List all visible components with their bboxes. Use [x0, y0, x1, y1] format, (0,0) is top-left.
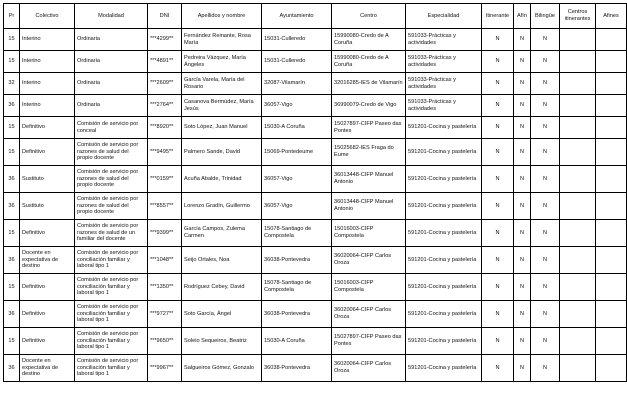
cell-ayuntamiento: 15031-Culleredo: [262, 29, 332, 51]
cell-ayuntamiento: 15078-Santiago de Compostela: [262, 274, 332, 301]
cell-pr: 15: [4, 274, 20, 301]
cell-afin: N: [514, 51, 531, 73]
cell-centro: 15025682-IES Fraga do Eume: [332, 139, 406, 166]
cell-modalidad: Comisión de servicio por razones de salud del propio docente: [75, 139, 148, 166]
cell-dni: ***9495**: [148, 139, 182, 166]
cell-bilingue: N: [531, 51, 560, 73]
cell-afines: [596, 274, 627, 301]
cell-especialidad: 591201-Cocina y pastelería: [406, 301, 482, 328]
header-afines: Afines: [596, 4, 627, 29]
header-colectivo: Colectivo: [20, 4, 75, 29]
cell-pr: 36: [4, 166, 20, 193]
cell-afin: N: [514, 328, 531, 355]
cell-afines: [596, 117, 627, 139]
cell-bilingue: N: [531, 95, 560, 117]
cell-bilingue: N: [531, 247, 560, 274]
cell-nombre: Seijo Ortales, Noa: [182, 247, 262, 274]
cell-itinerante: N: [482, 193, 514, 220]
cell-dni: ***8557**: [148, 193, 182, 220]
cell-centros-itinerantes: [560, 247, 596, 274]
cell-afines: [596, 301, 627, 328]
cell-dni: ***9727**: [148, 301, 182, 328]
cell-especialidad: 591201-Cocina y pastelería: [406, 247, 482, 274]
cell-modalidad: Comisión de servicio por razones de salud del propio docente: [75, 193, 148, 220]
header-nombre: Apellidos y nombre: [182, 4, 262, 29]
cell-pr: 36: [4, 355, 20, 382]
cell-especialidad: 591033-Prácticas y actividades: [406, 29, 482, 51]
cell-centro: 36020064-CIFP Carlos Oroza: [332, 247, 406, 274]
header-afin: Afín: [514, 4, 531, 29]
cell-dni: ***1350**: [148, 274, 182, 301]
cell-centros-itinerantes: [560, 193, 596, 220]
cell-modalidad: Comisión de servicio por conciliación familiar y laboral tipo 1: [75, 355, 148, 382]
cell-pr: 15: [4, 51, 20, 73]
cell-pr: 36: [4, 193, 20, 220]
cell-afin: N: [514, 139, 531, 166]
cell-afines: [596, 139, 627, 166]
cell-ayuntamiento: 36038-Pontevedra: [262, 247, 332, 274]
cell-afines: [596, 73, 627, 95]
cell-bilingue: N: [531, 117, 560, 139]
cell-ayuntamiento: 36057-Vigo: [262, 95, 332, 117]
header-especialidad: Especialidad: [406, 4, 482, 29]
header-itinerante: Itinerante: [482, 4, 514, 29]
cell-centros-itinerantes: [560, 301, 596, 328]
cell-itinerante: N: [482, 95, 514, 117]
cell-centros-itinerantes: [560, 95, 596, 117]
cell-bilingue: N: [531, 355, 560, 382]
cell-centro: 15990080-Credo de A Coruña: [332, 29, 406, 51]
cell-itinerante: N: [482, 51, 514, 73]
cell-dni: ***9967**: [148, 355, 182, 382]
cell-bilingue: N: [531, 328, 560, 355]
cell-dni: ***8920**: [148, 117, 182, 139]
cell-centros-itinerantes: [560, 29, 596, 51]
cell-itinerante: N: [482, 301, 514, 328]
cell-especialidad: 591201-Cocina y pastelería: [406, 193, 482, 220]
table-row: [4, 51, 627, 73]
table-row: [4, 328, 627, 355]
cell-centro: 15016003-CIFP Compostela: [332, 274, 406, 301]
cell-dni: ***1048**: [148, 247, 182, 274]
cell-afin: N: [514, 193, 531, 220]
cell-afines: [596, 220, 627, 247]
cell-itinerante: N: [482, 220, 514, 247]
table-row: [4, 193, 627, 220]
cell-itinerante: N: [482, 274, 514, 301]
cell-afin: N: [514, 274, 531, 301]
cell-afin: N: [514, 301, 531, 328]
cell-bilingue: N: [531, 274, 560, 301]
header-dni: DNI: [148, 4, 182, 29]
cell-centros-itinerantes: [560, 117, 596, 139]
cell-centro: 36013448-CIFP Manuel Antonio: [332, 193, 406, 220]
cell-especialidad: 591201-Cocina y pastelería: [406, 328, 482, 355]
cell-colectivo: Sustituto: [20, 166, 75, 193]
cell-afines: [596, 328, 627, 355]
table-row: [4, 73, 627, 95]
cell-afin: N: [514, 29, 531, 51]
cell-centros-itinerantes: [560, 73, 596, 95]
cell-dni: ***2764**: [148, 95, 182, 117]
table-row: [4, 95, 627, 117]
cell-bilingue: N: [531, 29, 560, 51]
cell-centro: 36990079-Credo de Vigo: [332, 95, 406, 117]
cell-pr: 15: [4, 117, 20, 139]
cell-dni: ***4891**: [148, 51, 182, 73]
cell-modalidad: Comisión de servicio por conciliación familiar y laboral tipo 1: [75, 301, 148, 328]
assignments-document: [3, 3, 619, 382]
header-modalidad: Modalidad: [75, 4, 148, 29]
cell-modalidad: Ordinaria: [75, 95, 148, 117]
cell-modalidad: Ordinaria: [75, 73, 148, 95]
cell-afin: N: [514, 220, 531, 247]
cell-colectivo: Docente en expectativa de destino: [20, 247, 75, 274]
cell-nombre: García Varela, María del Rosario: [182, 73, 262, 95]
table-header: [4, 4, 627, 29]
cell-pr: 15: [4, 220, 20, 247]
cell-bilingue: N: [531, 166, 560, 193]
cell-centros-itinerantes: [560, 274, 596, 301]
cell-modalidad: Comisión de servicio por conciliación familiar y laboral tipo 1: [75, 247, 148, 274]
cell-centros-itinerantes: [560, 220, 596, 247]
cell-afines: [596, 355, 627, 382]
cell-nombre: Fernández Reinante, Rosa María: [182, 29, 262, 51]
cell-centro: 36020064-CIFP Carlos Oroza: [332, 355, 406, 382]
cell-pr: 15: [4, 328, 20, 355]
cell-bilingue: N: [531, 193, 560, 220]
cell-afin: N: [514, 355, 531, 382]
table-body: [4, 29, 627, 382]
cell-afin: N: [514, 166, 531, 193]
cell-colectivo: Definitivo: [20, 274, 75, 301]
cell-bilingue: N: [531, 139, 560, 166]
header-bilingue: Bilingüe: [531, 4, 560, 29]
cell-afin: N: [514, 95, 531, 117]
cell-colectivo: Docente en expectativa de destino: [20, 355, 75, 382]
cell-modalidad: Comisión de servicio por conciliación familiar y laboral tipo 1: [75, 274, 148, 301]
table-row: [4, 355, 627, 382]
cell-modalidad: Comisión de servicio por razones de salud de un familiar del docente: [75, 220, 148, 247]
cell-nombre: Soleio Sequeiros, Beatriz: [182, 328, 262, 355]
header-ayuntamiento: Ayuntamiento: [262, 4, 332, 29]
cell-colectivo: Definitivo: [20, 220, 75, 247]
cell-nombre: Lorenzo Gradín, Guillermo: [182, 193, 262, 220]
cell-dni: ***9650**: [148, 328, 182, 355]
cell-colectivo: Sustituto: [20, 193, 75, 220]
cell-bilingue: N: [531, 73, 560, 95]
cell-ayuntamiento: 36038-Pontevedra: [262, 355, 332, 382]
cell-centros-itinerantes: [560, 355, 596, 382]
header-row: [4, 4, 627, 29]
cell-dni: ***2609**: [148, 73, 182, 95]
cell-colectivo: Interino: [20, 29, 75, 51]
cell-afines: [596, 247, 627, 274]
cell-dni: ***9399**: [148, 220, 182, 247]
cell-colectivo: Definitivo: [20, 301, 75, 328]
cell-afines: [596, 166, 627, 193]
cell-colectivo: Interino: [20, 51, 75, 73]
header-centros-itinerantes: Centros itinerantes: [560, 4, 596, 29]
cell-colectivo: Definitivo: [20, 328, 75, 355]
assignments-table: [3, 3, 627, 382]
cell-ayuntamiento: 15031-Culleredo: [262, 51, 332, 73]
cell-centros-itinerantes: [560, 328, 596, 355]
cell-pr: 36: [4, 95, 20, 117]
cell-especialidad: 591033-Prácticas y actividades: [406, 95, 482, 117]
cell-itinerante: N: [482, 166, 514, 193]
cell-colectivo: Definitivo: [20, 117, 75, 139]
cell-colectivo: Interino: [20, 73, 75, 95]
cell-bilingue: N: [531, 301, 560, 328]
cell-ayuntamiento: 15069-Pontedeume: [262, 139, 332, 166]
cell-modalidad: Comisión de servicio por conciliación familiar y laboral tipo 1: [75, 328, 148, 355]
cell-modalidad: Ordinaria: [75, 51, 148, 73]
cell-afin: N: [514, 117, 531, 139]
cell-colectivo: Interino: [20, 95, 75, 117]
cell-bilingue: N: [531, 220, 560, 247]
cell-colectivo: Definitivo: [20, 139, 75, 166]
header-centro: Centro: [332, 4, 406, 29]
table-row: [4, 247, 627, 274]
cell-nombre: Casanova Bermúdez, María Jesús: [182, 95, 262, 117]
table-row: [4, 166, 627, 193]
cell-afines: [596, 29, 627, 51]
cell-itinerante: N: [482, 139, 514, 166]
cell-centro: 15016003-CIFP Compostela: [332, 220, 406, 247]
cell-pr: 36: [4, 247, 20, 274]
cell-ayuntamiento: 15030-A Coruña: [262, 117, 332, 139]
cell-ayuntamiento: 32087-Vilamarín: [262, 73, 332, 95]
cell-especialidad: 591033-Prácticas y actividades: [406, 51, 482, 73]
cell-modalidad: Comisión de servicio por conceal: [75, 117, 148, 139]
cell-nombre: Acuña Abalde, Trinidad: [182, 166, 262, 193]
table-row: [4, 117, 627, 139]
cell-especialidad: 591033-Prácticas y actividades: [406, 73, 482, 95]
cell-nombre: Rodríguez Cebey, David: [182, 274, 262, 301]
cell-modalidad: Comisión de servicio por razones de salud del propio docente: [75, 166, 148, 193]
cell-ayuntamiento: 36038-Pontevedra: [262, 301, 332, 328]
cell-nombre: Palmero Sande, David: [182, 139, 262, 166]
cell-pr: 36: [4, 301, 20, 328]
cell-itinerante: N: [482, 117, 514, 139]
cell-dni: ***4299**: [148, 29, 182, 51]
cell-nombre: Soto López, Juan Manuel: [182, 117, 262, 139]
cell-pr: 15: [4, 139, 20, 166]
cell-itinerante: N: [482, 355, 514, 382]
table-row: [4, 220, 627, 247]
cell-centro: 36020064-CIFP Carlos Oroza: [332, 301, 406, 328]
cell-pr: 32: [4, 73, 20, 95]
cell-itinerante: N: [482, 247, 514, 274]
cell-centro: 15027897-CIFP Paseo das Pontes: [332, 117, 406, 139]
cell-ayuntamiento: 15030-A Coruña: [262, 328, 332, 355]
cell-dni: ***0159**: [148, 166, 182, 193]
cell-especialidad: 591201-Cocina y pastelería: [406, 220, 482, 247]
cell-ayuntamiento: 36057-Vigo: [262, 193, 332, 220]
cell-ayuntamiento: 36057-Vigo: [262, 166, 332, 193]
cell-itinerante: N: [482, 328, 514, 355]
cell-afin: N: [514, 73, 531, 95]
cell-especialidad: 591201-Cocina y pastelería: [406, 355, 482, 382]
cell-centros-itinerantes: [560, 166, 596, 193]
cell-nombre: Soto García, Ángel: [182, 301, 262, 328]
cell-centro: 15990080-Credo de A Coruña: [332, 51, 406, 73]
cell-nombre: Pedreira Vázquez, María Ángeles: [182, 51, 262, 73]
cell-pr: 15: [4, 29, 20, 51]
cell-especialidad: 591201-Cocina y pastelería: [406, 166, 482, 193]
cell-centro: 32016285-IES de Vilamarín: [332, 73, 406, 95]
cell-centros-itinerantes: [560, 51, 596, 73]
cell-nombre: García Campos, Zulema Carmen: [182, 220, 262, 247]
cell-modalidad: Ordinaria: [75, 29, 148, 51]
cell-ayuntamiento: 15078-Santiago de Compostela: [262, 220, 332, 247]
table-row: [4, 274, 627, 301]
table-row: [4, 301, 627, 328]
cell-especialidad: 591201-Cocina y pastelería: [406, 139, 482, 166]
cell-afines: [596, 193, 627, 220]
header-pr: Pr: [4, 4, 20, 29]
cell-itinerante: N: [482, 29, 514, 51]
cell-nombre: Salgueiros Gómez, Gonzalo: [182, 355, 262, 382]
cell-centro: 15027897-CIFP Paseo das Pontes: [332, 328, 406, 355]
cell-afines: [596, 51, 627, 73]
cell-centro: 36013448-CIFP Manuel Antonio: [332, 166, 406, 193]
table-row: [4, 139, 627, 166]
cell-especialidad: 591201-Cocina y pastelería: [406, 274, 482, 301]
table-row: [4, 29, 627, 51]
cell-centros-itinerantes: [560, 139, 596, 166]
cell-especialidad: 591201-Cocina y pastelería: [406, 117, 482, 139]
cell-itinerante: N: [482, 73, 514, 95]
cell-afines: [596, 95, 627, 117]
cell-afin: N: [514, 247, 531, 274]
